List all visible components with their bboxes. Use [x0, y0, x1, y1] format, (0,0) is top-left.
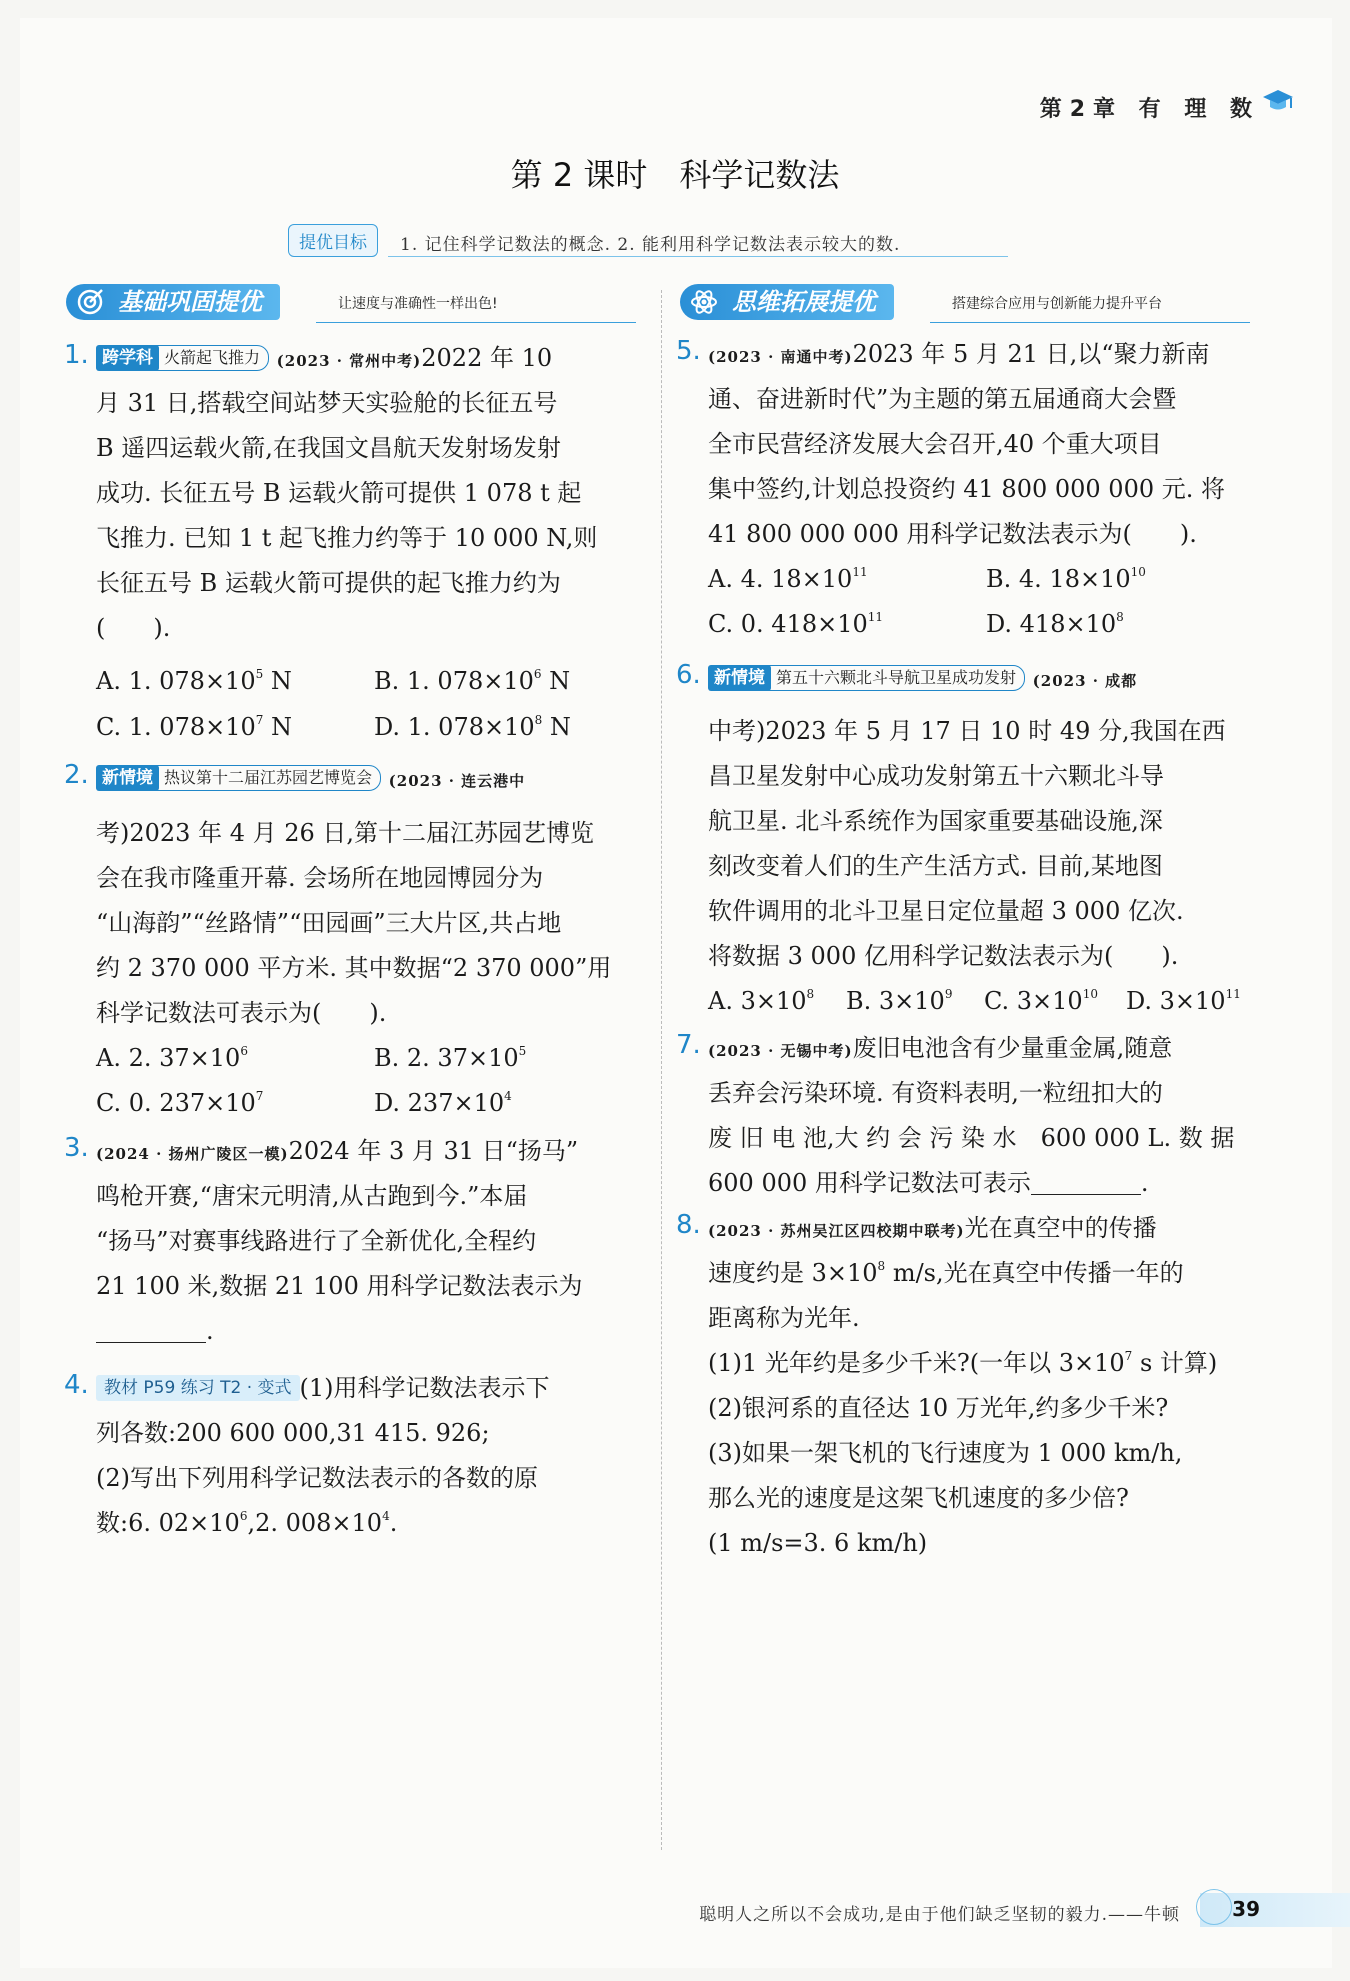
textbook-tag: 教材 P59 练习 T2 · 变式 [96, 1375, 300, 1401]
question-text: 数:6. $02\times 10^6,2$. $008\times 10^4$. [96, 1509, 398, 1537]
banner-subtitle: 搭建综合应用与创新能力提升平台 [952, 296, 1162, 312]
question-text: 2023 年 5 月 21 日,以“聚力新南 [852, 340, 1210, 368]
question-1-header [96, 336, 552, 384]
source-label: (2023 · 连云港中 [388, 772, 526, 790]
question-text: 丢弃会污染环境. 有资料表明,一粒纽扣大的 [708, 1079, 1163, 1107]
question-text: 全市民营经济发展大会召开,40 个重大项目 [708, 430, 1162, 458]
question-4-header [96, 1366, 550, 1411]
banner-title: 思维拓展提优 [680, 284, 894, 320]
section-banner-extend [680, 284, 1240, 324]
page-number: 39 [1232, 1897, 1260, 1921]
question-text: 废旧电池含有少量重金属,随意 [852, 1034, 1173, 1062]
question-text: 考)2023 年 4 月 26 日,第十二届江苏园艺博览 [96, 819, 595, 847]
question-text: “山海韵”“丝路情”“田园画”三大片区,共占地 [96, 909, 562, 937]
question-text: 2022 年 10 [421, 344, 553, 372]
question-text: (1)用科学记数法表示下 [299, 1374, 550, 1402]
tag-label: 新情境 [708, 665, 771, 691]
question-number: 2. [64, 760, 89, 790]
question-text: 光在真空中的传播 [964, 1214, 1157, 1242]
atom-icon [690, 288, 718, 316]
question-6-header [708, 656, 1137, 704]
goal-tag: 提优目标 [288, 224, 378, 257]
question-number: 4. [64, 1370, 89, 1400]
question-text: (1 m/s=3. 6 km/h) [708, 1529, 928, 1557]
question-text: 集中签约,计划总投资约 41 800 000 000 元. 将 [708, 475, 1225, 503]
question-2-header [96, 756, 525, 804]
option-a[interactable]: A. 2. $37\times 10^6$ [96, 1044, 248, 1072]
question-text: 将数据 3 000 亿用科学记数法表示为( ). [708, 942, 1179, 970]
goal-underline [388, 256, 1008, 257]
option-a[interactable]: A. 1. $078\times 10^5$ N [96, 667, 292, 695]
answer-blank[interactable] [1031, 1166, 1141, 1195]
question-5-header [708, 332, 1210, 380]
lesson-title: 第 2 课时 科学记数法 [510, 156, 840, 194]
question-text: 那么光的速度是这架飞机速度的多少倍? [708, 1484, 1129, 1512]
question-text: 长征五号 B 运载火箭可提供的起飞推力约为 [96, 569, 561, 597]
option-c[interactable]: C. 0. $237\times 10^7$ [96, 1089, 264, 1117]
question-text: 月 31 日,搭载空间站梦天实验舱的长征五号 [96, 389, 558, 417]
source-label: (2024 · 扬州广陵区一模) [96, 1145, 289, 1163]
sub-question-2: (2)银河系的直径达 10 万光年,约多少千米? [708, 1394, 1169, 1422]
learning-goal [288, 222, 1026, 258]
banner-underline [930, 322, 1250, 323]
topic-label: 热议第十二届江苏园艺博览会 [155, 765, 381, 791]
option-c[interactable]: C. $3\times 10^{10}$ [984, 987, 1098, 1015]
option-d[interactable]: D. 1. $078\times 10^8$ N [374, 713, 571, 741]
question-text: 废 旧 电 池,大 约 会 污 染 水 600 000 L. 数 据 [708, 1124, 1235, 1152]
question-text: 距离称为光年. [708, 1304, 860, 1332]
option-b[interactable]: B. 1. $078\times 10^6$ N [374, 667, 571, 695]
chapter-heading: 第2章 有 理 数 [1039, 97, 1260, 122]
question-text: 列各数:200 600 000,31 415. 926; [96, 1419, 490, 1447]
question-text: 通、奋进新时代”为主题的第五届通商大会暨 [708, 385, 1177, 413]
banner-subtitle: 让速度与准确性一样出色! [338, 296, 498, 312]
question-text: “扬马”对赛事线路进行了全新优化,全程约 [96, 1227, 537, 1255]
question-number: 5. [676, 336, 701, 366]
question-text: 鸣枪开赛,“唐宋元明清,从古跑到今.”本届 [96, 1182, 528, 1210]
source-label: (2023 · 常州中考) [276, 352, 422, 370]
question-text: 600 000 用科学记数法可表示 . [708, 1161, 1149, 1206]
question-number: 3. [64, 1133, 89, 1163]
question-text: 科学记数法可表示为( ). [96, 999, 387, 1027]
goal-text: 1. 记住科学记数法的概念. 2. 能利用科学记数法表示较大的数. [400, 235, 901, 255]
option-d[interactable]: D. $418\times 10^8$ [986, 610, 1124, 638]
question-text: 飞推力. 已知 1 t 起飞推力约等于 10 000 N,则 [96, 524, 598, 552]
option-a[interactable]: A. 4. $18\times 10^{11}$ [708, 565, 868, 593]
source-label: (2023 · 无锡中考) [708, 1042, 853, 1060]
question-number: 1. [64, 340, 89, 370]
question-text: 航卫星. 北斗系统作为国家重要基础设施,深 [708, 807, 1163, 835]
question-text: 21 100 米,数据 21 100 用科学记数法表示为 [96, 1272, 583, 1300]
footer-quote: 聪明人之所以不会成功,是由于他们缺乏坚韧的毅力.——牛顿 [699, 1905, 1180, 1925]
question-number: 6. [676, 660, 701, 690]
tag-label: 跨学科 [96, 345, 159, 371]
question-text: B 遥四运载火箭,在我国文昌航天发射场发射 [96, 434, 561, 462]
option-d[interactable]: D. $3\times 10^{11}$ [1126, 987, 1241, 1015]
option-b[interactable]: B. 2. $37\times 10^5$ [374, 1044, 527, 1072]
topic-label: 火箭起飞推力 [155, 345, 269, 371]
option-c[interactable]: C. 0. $418\times 10^{11}$ [708, 610, 884, 638]
question-text: (2)写出下列用科学记数法表示的各数的原 [96, 1464, 538, 1492]
spiral-icon [1196, 1889, 1232, 1925]
section-banner-basic [66, 284, 626, 324]
source-label: (2023 · 成都 [1032, 672, 1138, 690]
option-b[interactable]: B. 4. $18\times 10^{10}$ [986, 565, 1146, 593]
question-text: 41 800 000 000 用科学记数法表示为( ). [708, 520, 1197, 548]
question-text: 昌卫星发射中心成功发射第五十六颗北斗导 [708, 762, 1164, 790]
question-3-header [96, 1129, 578, 1177]
question-text: 成功. 长征五号 B 运载火箭可提供 1 078 t 起 [96, 479, 582, 507]
option-b[interactable]: B. $3\times 10^9$ [846, 987, 953, 1015]
option-d[interactable]: D. $237\times 10^4$ [374, 1089, 512, 1117]
question-number: 8. [676, 1210, 701, 1240]
graduation-cap-icon [1262, 86, 1294, 116]
question-text: 中考)2023 年 5 月 17 日 10 时 49 分,我国在西 [708, 717, 1226, 745]
option-a[interactable]: A. $3\times 10^8$ [708, 987, 815, 1015]
sub-question-1: (1)1 光年约是多少千米?(一年以 $3\times 10^7$ s 计算) [708, 1349, 1218, 1377]
option-c[interactable]: C. 1. $078\times 10^7$ N [96, 713, 293, 741]
question-7-header [708, 1026, 1172, 1074]
topic-label: 第五十六颗北斗导航卫星成功发射 [767, 665, 1025, 691]
question-8-header [708, 1206, 1157, 1254]
target-icon [76, 288, 104, 316]
question-text: 2024 年 3 月 31 日“扬马” [288, 1137, 579, 1165]
source-label: (2023 · 苏州吴江区四校期中联考) [708, 1222, 965, 1240]
sub-question-3: (3)如果一架飞机的飞行速度为 1 000 km/h, [708, 1439, 1183, 1467]
question-text: 会在我市隆重开幕. 会场所在地园博园分为 [96, 864, 544, 892]
question-text: 约 2 370 000 平方米. 其中数据“2 370 000”用 [96, 954, 612, 982]
source-label: (2023 · 南通中考) [708, 348, 853, 366]
answer-blank[interactable] [96, 1314, 206, 1343]
question-text: 速度约是 $3\times 10^8$ m/s,光在真空中传播一年的 [708, 1259, 1184, 1287]
banner-underline [316, 322, 636, 323]
answer-line: . [96, 1309, 214, 1354]
question-text: ( ). [96, 614, 171, 642]
tag-label: 新情境 [96, 765, 159, 791]
question-text: 刻改变着人们的生产生活方式. 目前,某地图 [708, 852, 1163, 880]
question-text: 软件调用的北斗卫星日定位量超 3 000 亿次. [708, 897, 1184, 925]
column-divider [661, 290, 662, 1850]
banner-title: 基础巩固提优 [66, 284, 280, 320]
question-number: 7. [676, 1030, 701, 1060]
